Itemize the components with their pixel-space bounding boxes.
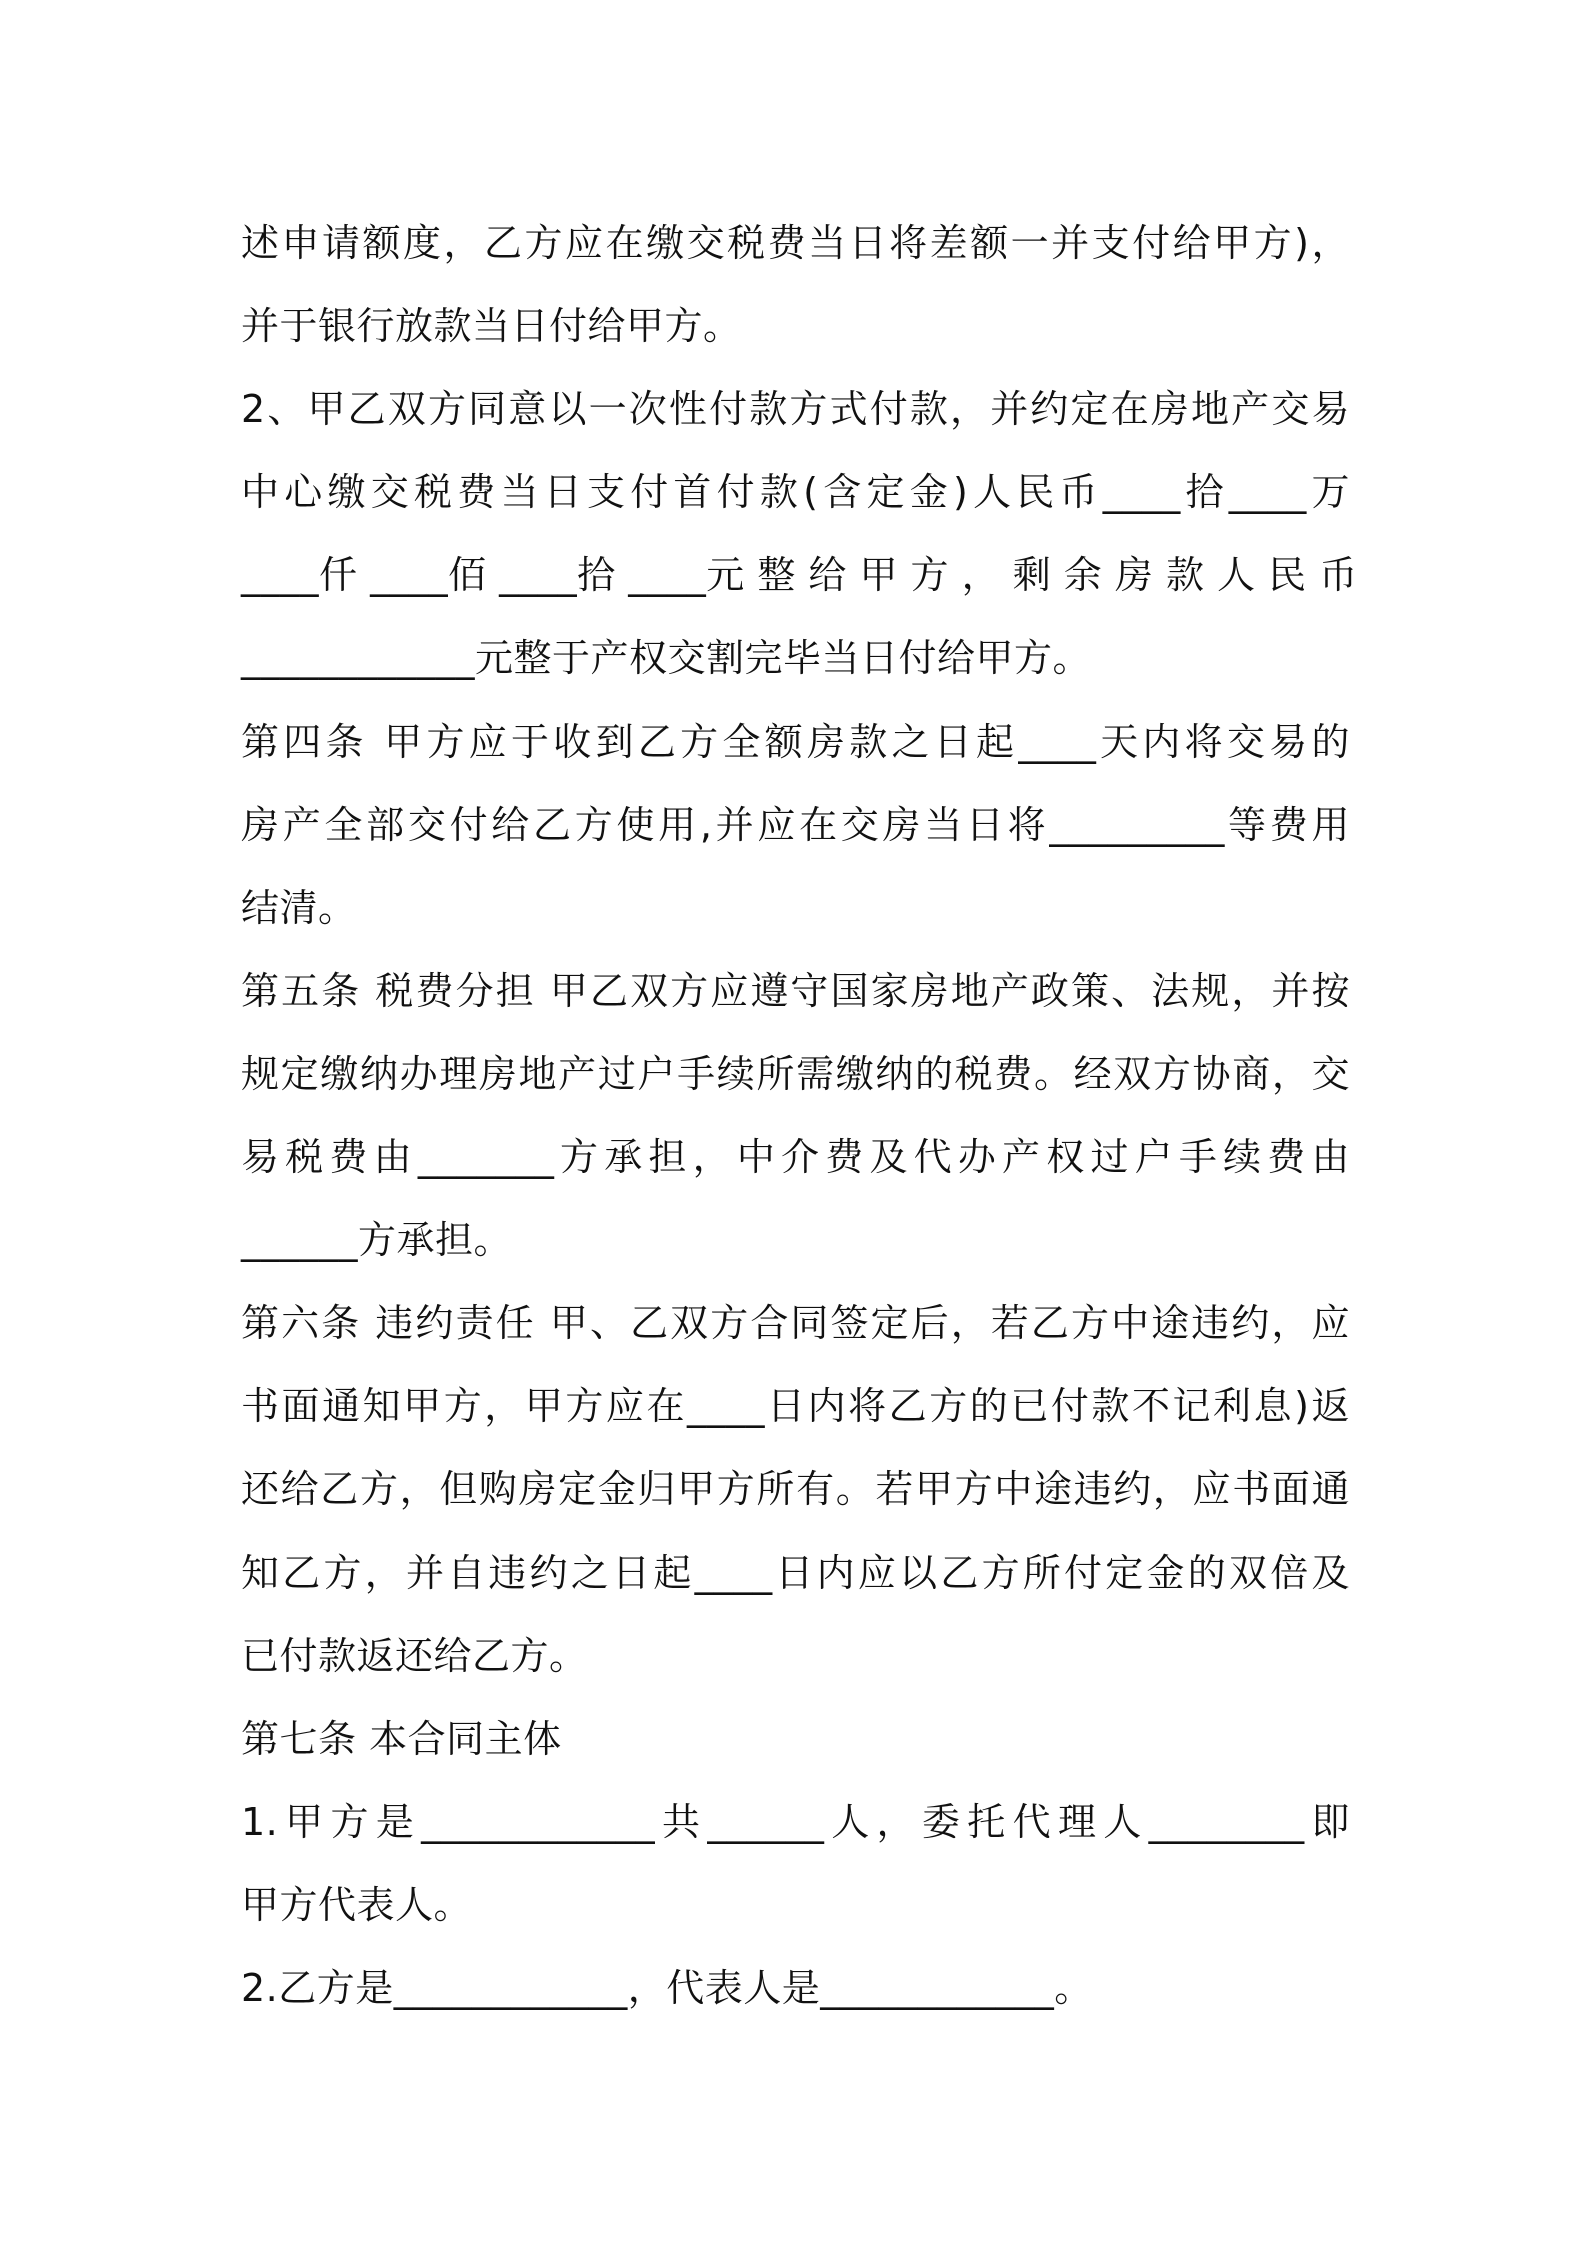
line-6: ____________元整于产权交割完毕当日付给甲方。 xyxy=(241,636,1092,681)
line-8: 房产全部交付给乙方使用,并应在交房当日将_________等费用 xyxy=(241,802,1350,847)
line-7: 第四条 甲方应于收到乙方全额房款之日起____天内将交易的 xyxy=(241,719,1350,764)
document-body xyxy=(241,202,1358,2030)
line-11: 规定缴纳办理房地产过户手续所需缴纳的税费。经双方协商，交 xyxy=(241,1051,1350,1096)
line-10: 第五条 税费分担 甲乙双方应遵守国家房地产政策、法规，并按 xyxy=(241,968,1350,1013)
line-22: 2.乙方是____________，代表人是____________。 xyxy=(241,1965,1093,2010)
line-17: 知乙方，并自违约之日起____日内应以乙方所付定金的双倍及 xyxy=(241,1550,1350,1595)
line-19: 第七条 本合同主体 xyxy=(241,1716,562,1761)
line-15: 书面通知甲方，甲方应在____日内将乙方的已付款不记利息)返 xyxy=(241,1384,1350,1429)
line-9: 结清。 xyxy=(241,885,357,930)
line-20: 1.甲方是____________共______人，委托代理人________即 xyxy=(241,1799,1350,1844)
line-5: ____仟 ____佰 ____拾 ____元 整 给 甲 方 ， 剩 余 房 款 人 民 币 xyxy=(241,553,1358,598)
line-18: 已付款返还给乙方。 xyxy=(241,1633,588,1678)
line-3: 2、甲乙双方同意以一次性付款方式付款，并约定在房地产交易 xyxy=(241,387,1350,432)
line-16: 还给乙方，但购房定金归甲方所有。若甲方中途违约，应书面通 xyxy=(241,1467,1350,1512)
line-2: 并于银行放款当日付给甲方。 xyxy=(241,304,742,349)
line-14: 第六条 违约责任 甲、乙双方合同签定后，若乙方中途违约，应 xyxy=(241,1301,1350,1346)
line-21: 甲方代表人。 xyxy=(241,1882,473,1927)
line-4: 中心缴交税费当日支付首付款(含定金)人民币____拾____万 xyxy=(241,470,1350,515)
line-13: ______方承担。 xyxy=(241,1218,513,1263)
line-1: 述申请额度，乙方应在缴交税费当日将差额一并支付给甲方)， xyxy=(241,221,1350,265)
line-12: 易税费由_______方承担，中介费及代办产权过户手续费由 xyxy=(241,1135,1350,1180)
